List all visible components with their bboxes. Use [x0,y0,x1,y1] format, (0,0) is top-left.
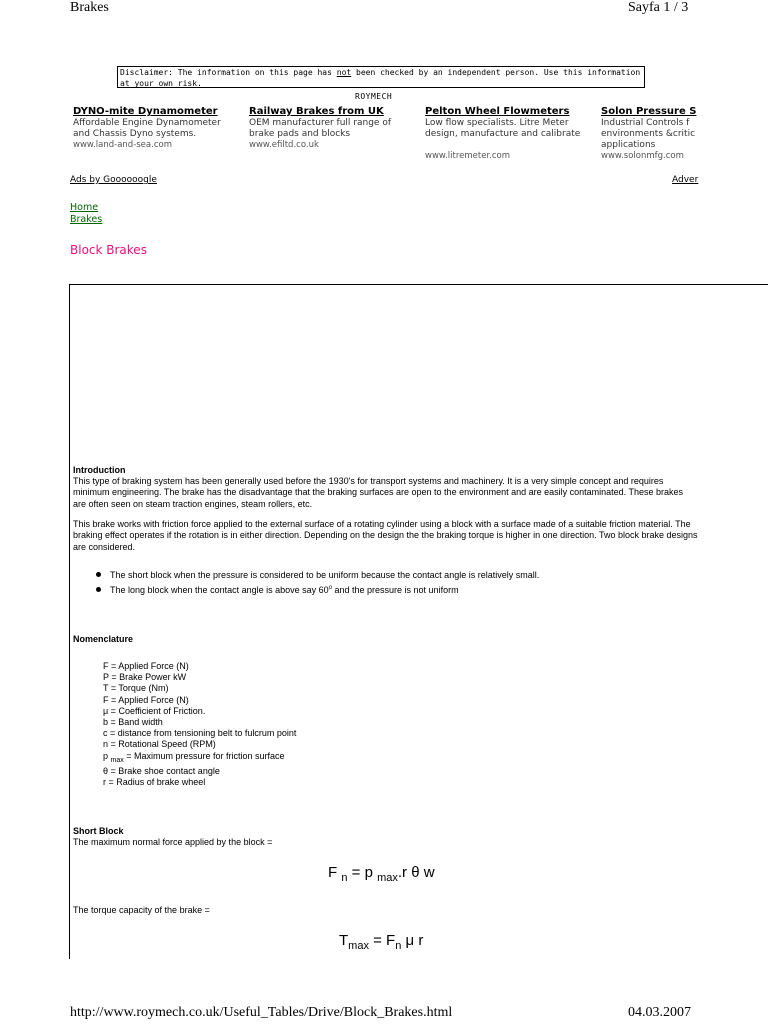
ad-title[interactable]: Pelton Wheel Flowmeters [425,106,570,117]
eq-part: = p [347,864,378,881]
nomenclature-item: P = Brake Power kW [103,672,187,683]
disclaimer-box [117,66,645,88]
nomenclature-item: μ = Coefficient of Friction. [103,705,206,716]
ad-title[interactable]: Railway Brakes from UK [249,106,384,117]
nav-brakes-link[interactable]: Brakes [70,214,103,225]
short-block-line-1: The maximum normal force applied by the block = [73,837,273,847]
equation-torque [339,932,423,952]
print-footer-url: http://www.roymech.co.uk/Useful_Tables/Drive/Block_Brakes.html [70,1005,453,1020]
eq-part: μ r [401,932,424,949]
advertise-link[interactable]: Adver [672,175,699,185]
nomenclature-item: n = Rotational Speed (RPM) [103,739,216,750]
ad-url[interactable]: www.litremeter.com [425,151,511,161]
nomenclature-list [103,661,296,788]
ad-desc-line: Industrial Controls f [601,118,690,128]
eq-sub: n [395,940,402,952]
nomenclature-item: r = Radius of brake wheel [103,776,206,787]
disclaimer-text-end: been checked by an independent person. Use this information at your own risk. [120,68,641,88]
short-block-heading-text: Short Block [73,826,124,836]
equation-normal-force [328,864,435,884]
disclaimer-text-start: Disclaimer: The information on this page has [120,68,337,77]
ad-desc-line: and Chassis Dyno systems. [73,129,197,139]
nomenclature-item-pmax [103,751,296,766]
nomenclature-item: F = Applied Force (N) [103,694,189,705]
eq-part: .r θ w [397,864,435,881]
eq-part: = F [368,932,396,949]
intro-paragraph-1: This type of braking system has been generally used before the 1930's for transport systems and machinery. It is a very simple concept and requires minimum engineering. The brake has the disadvantage that the braking surfaces are open to the environment and are easily contaminated. These brakes are often seen on steam traction engines, steam rollers, etc. [73,476,684,509]
nomenclature-item: θ = Brake shoe contact angle [103,765,220,776]
pmax-subscript: max [110,756,124,764]
disclaimer-not: not [336,68,352,77]
ad-desc-spacer [425,140,595,151]
ad-desc-line: Low flow specialists. Litre Meter [425,118,569,128]
pmax-symbol: p [103,750,111,761]
ads-by-google-link[interactable]: Ads by Goooooogle [70,175,157,185]
intro-heading [73,465,698,476]
ad-url[interactable]: www.solonmfg.com [601,151,684,161]
bullet-dot [96,587,101,592]
nomenclature-heading-text: Nomenclature [73,634,134,644]
ad-desc-line: environments &critic [601,129,696,139]
eq-sub: n [341,872,348,884]
nomenclature-item: b = Band width [103,717,163,728]
eq-part: F [328,864,342,881]
bullet-short-block [96,570,539,581]
ad-block-4[interactable] [601,106,699,162]
ad-title[interactable]: Solon Pressure S [601,106,697,117]
ad-desc-line: OEM manufacturer full range of [249,118,391,128]
nomenclature-item: F = Applied Force (N) [103,661,189,671]
ad-block-2[interactable] [249,106,419,151]
print-header-title: Brakes [70,0,109,15]
site-name: ROYMECH [355,92,393,101]
degree-mark: o [328,585,332,591]
ad-title[interactable]: DYNO-mite Dynamometer [73,106,218,117]
bullet-text-b: and the pressure is not uniform [332,585,459,595]
bullet-long-block [96,583,459,596]
ad-desc-line: brake pads and blocks [249,129,351,139]
nomenclature-heading [73,634,698,645]
print-footer-date: 04.03.2007 [628,1005,691,1020]
bullet-text-a: The long block when the contact angle is above say 60 [110,585,329,595]
intro-paragraph-2: This brake works with friction force applied to the external surface of a rotating cylinder using a block with a surface made of a suitable friction material. The braking effect operates if the rotation is in either direction. Depending on the design the the braking torque is higher in one direction. Two block brake designs are considered. [73,519,698,552]
bullet-dot [96,572,101,577]
intro-heading-text: Introduction [73,465,126,475]
ad-desc-line: applications [601,140,656,150]
content-frame [69,284,768,959]
ad-block-3[interactable] [425,106,595,162]
eq-part: T [339,932,349,949]
ad-url[interactable]: www.efiltd.co.uk [249,140,319,150]
short-block-heading [73,826,698,837]
pmax-description: = Maximum pressure for friction surface [123,750,285,761]
short-block-line-2: The torque capacity of the brake = [73,905,210,915]
page-title: Block Brakes [70,243,147,257]
eq-sub: max [348,940,369,952]
nav-home-link[interactable]: Home [70,202,99,213]
ad-desc-line: Affordable Engine Dynamometer [73,118,221,128]
ad-url[interactable]: www.land-and-sea.com [73,140,172,150]
print-header-page-number: Sayfa 1 / 3 [628,0,689,15]
eq-sub: max [377,872,398,884]
bullet-text: The short block when the pressure is considered to be uniform because the contact angle is relatively small. [110,570,540,580]
ad-block-1[interactable] [73,106,243,151]
nomenclature-item: c = distance from tensioning belt to fulcrum point [103,728,297,739]
ad-desc-line: design, manufacture and calibrate [425,129,581,139]
nomenclature-item: T = Torque (Nm) [103,683,169,694]
